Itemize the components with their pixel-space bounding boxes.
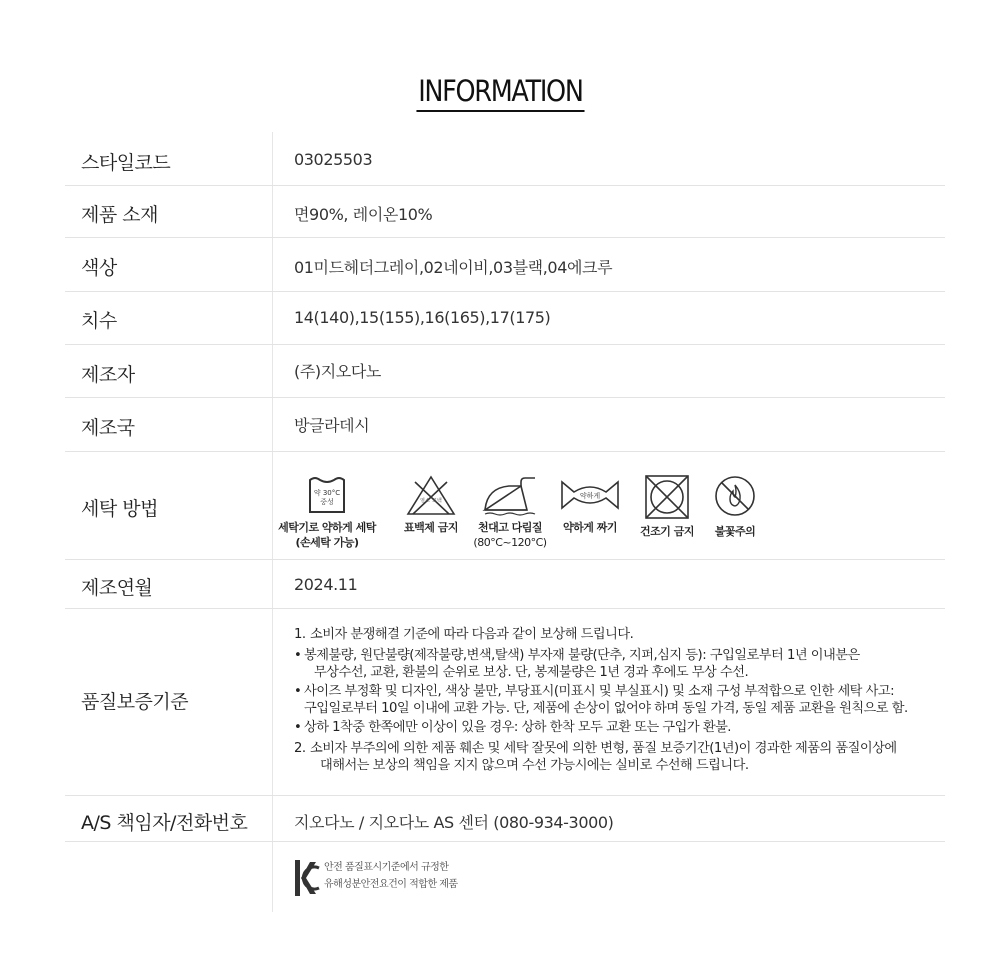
kc-text-line2: 유해성분안전요건이 적합한 제품	[324, 879, 458, 890]
row-label: 품질보증기준	[81, 691, 189, 713]
row-country	[65, 398, 945, 452]
row-as	[65, 796, 945, 842]
row-style-code	[65, 133, 945, 186]
quality-bullet-2: • 사이즈 부정확 및 디자인, 색상 불만, 부당표시(미표시 및 부실표시) 및 소재 구성 부적합으로 인한 세탁 사고: 구입일로부터 10일 이내에 교환 가능. 단, 제품에 손상이 없어야 하며 동일 가격, 동일 제품 교환을 원칙으로 함.	[294, 684, 908, 716]
row-value: 방글라데시	[294, 416, 370, 435]
quality-bullet-3: • 상하 1착중 한쪽에만 이상이 있을 경우: 상하 한착 모두 교환 또는 구입가 환불.	[294, 720, 731, 735]
care-iron	[465, 474, 555, 550]
row-quality	[65, 609, 945, 796]
care-caption: 불꽃주의	[714, 525, 756, 538]
row-label: 제조국	[81, 417, 135, 439]
kc-text-line1: 안전 품질표시기준에서 규정한	[324, 862, 449, 873]
no-bleach-icon	[405, 474, 457, 516]
svg-text:약 30°C: 약 30°C	[313, 489, 341, 497]
row-value: 지오다노 / 지오다노 AS 센터 (080-934-3000)	[294, 813, 614, 832]
quality-text	[294, 626, 944, 778]
care-dry	[627, 474, 707, 539]
svg-text:약하게: 약하게	[579, 492, 601, 500]
row-label: A/S 책임자/전화번호	[81, 812, 248, 834]
row-washing	[65, 452, 945, 560]
row-label: 치수	[81, 310, 117, 332]
row-label: 제조자	[81, 364, 135, 386]
care-caption-sub: (80°C~120°C)	[473, 536, 547, 549]
row-label: 색상	[81, 257, 117, 279]
row-material	[65, 186, 945, 238]
row-date	[65, 560, 945, 609]
care-caption: 건조기 금지	[640, 525, 694, 538]
iron-icon	[481, 474, 539, 516]
care-bleach	[391, 474, 471, 535]
svg-text:표백: 표백	[432, 498, 442, 504]
washing-tub-icon	[307, 474, 347, 514]
title-wrap	[0, 74, 1000, 112]
kc-mark-icon	[294, 858, 320, 898]
care-caption-sub: (손세탁 가능)	[295, 536, 359, 549]
svg-text:염소: 염소	[420, 498, 430, 504]
row-value: (주)지오다노	[294, 362, 381, 381]
row-manufacturer	[65, 345, 945, 398]
page-title: INFORMATION	[416, 74, 584, 112]
svg-text:중성: 중성	[320, 498, 334, 506]
quality-bullet-1: • 봉제불량, 원단불량(제작불량,변색,탈색) 부자재 불량(단추, 지퍼,심지 등): 구입일로부터 1년 이내분은 무상수선, 교환, 환불의 순위로 보상. 단, 봉제불량은 1년 경과 후에도 무상 수선.	[294, 648, 860, 680]
no-fire-icon	[713, 474, 757, 518]
row-label: 제품 소재	[81, 204, 158, 226]
quality-item-1: 1. 소비자 분쟁해결 기준에 따라 다음과 같이 보상해 드립니다.	[294, 627, 634, 642]
care-caption: 천대고 다림질	[477, 521, 543, 534]
care-wash	[277, 474, 377, 550]
care-fire	[700, 474, 770, 539]
no-tumble-dry-icon	[644, 474, 690, 520]
care-caption: 세탁기로 약하게 세탁	[278, 521, 376, 534]
care-caption: 약하게 짜기	[563, 521, 617, 534]
row-value: 2024.11	[294, 575, 358, 594]
row-label: 스타일코드	[81, 152, 171, 174]
care-wring	[545, 474, 635, 535]
row-value: 01미드헤더그레이,02네이비,03블랙,04에크루	[294, 258, 613, 277]
care-caption: 표백제 금지	[404, 521, 458, 534]
row-label: 제조연월	[81, 577, 153, 599]
row-color	[65, 238, 945, 292]
row-value: 03025503	[294, 150, 373, 169]
kc-certification	[294, 858, 458, 902]
wring-icon	[560, 474, 620, 516]
row-value: 면90%, 레이온10%	[294, 205, 433, 224]
quality-item-2: 2. 소비자 부주의에 의한 제품 훼손 및 세탁 잘못에 의한 변형, 품질 보증기간(1년)이 경과한 제품의 품질이상에 대해서는 보상의 책임을 지지 않으며 수선 가능시에는 실비로 수선해 드립니다.	[294, 741, 897, 773]
row-size	[65, 292, 945, 345]
row-value: 14(140),15(155),16(165),17(175)	[294, 308, 551, 327]
row-label: 세탁 방법	[81, 498, 158, 520]
